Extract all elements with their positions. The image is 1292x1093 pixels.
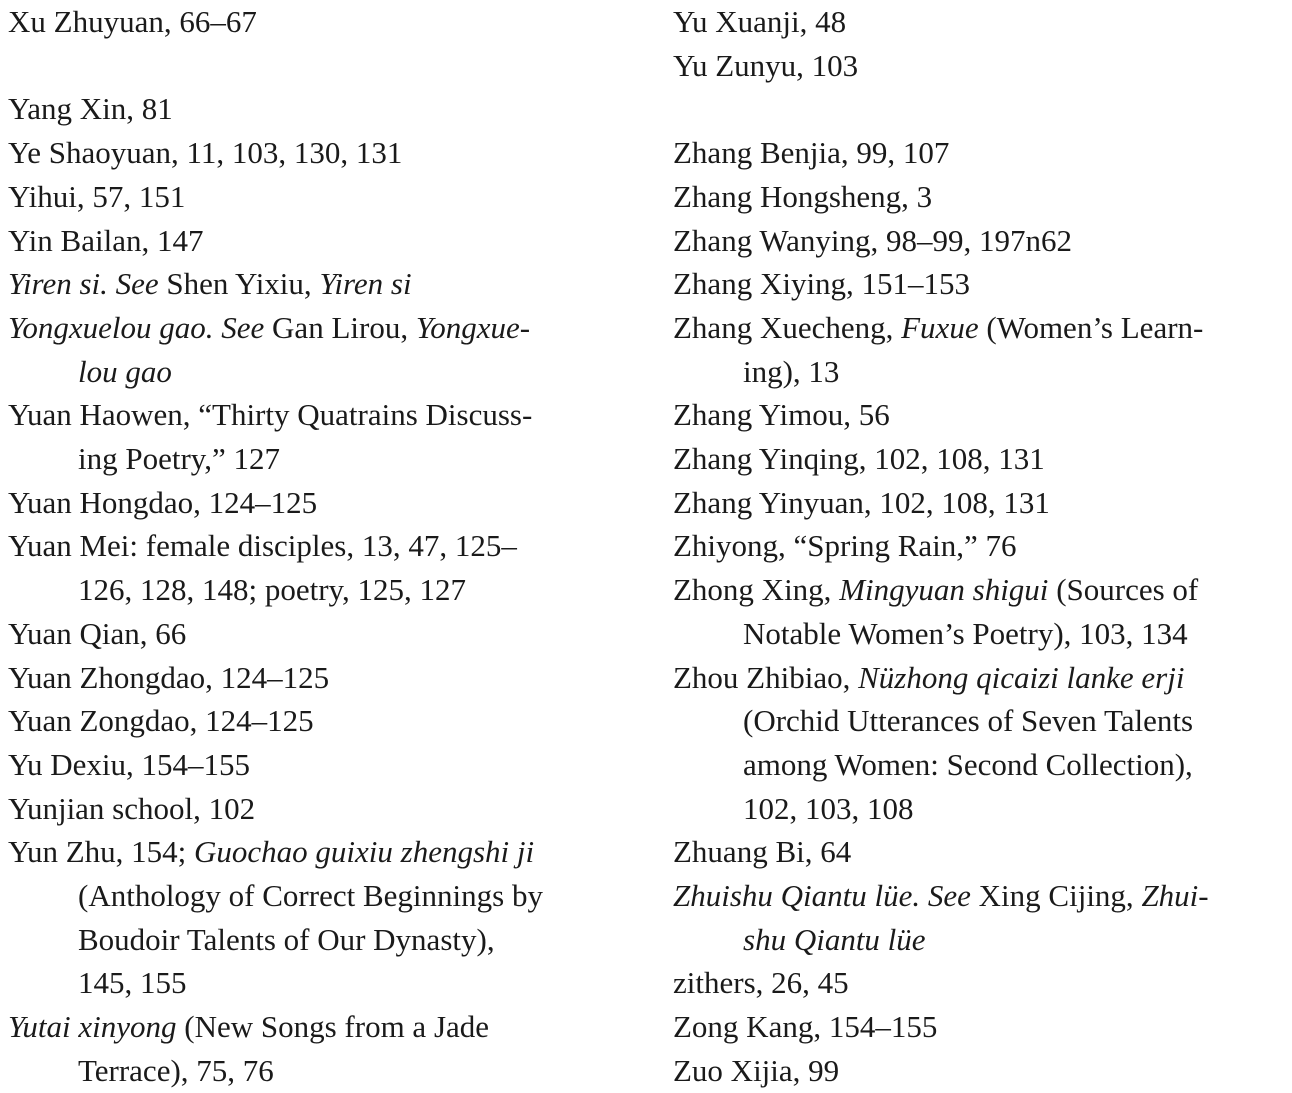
index-entry [673,306,1285,393]
index-entry-text: Notable Women’s Poetry), 103, 134 [743,615,1188,651]
index-entry-text: 102, 103, 108 [743,790,914,826]
index-entry [673,175,1285,219]
index-entry [8,219,648,263]
index-entry [8,524,648,611]
index-entry-text: Yuan Mei: female disciples, 13, 47, 125– [8,528,517,564]
index-entry-text: (Women’s Learn- [978,309,1204,345]
index-entry [673,568,1285,655]
index-entry-title-text: lou gao [78,353,172,389]
index-entry-text: Gan Lirou, [264,309,416,345]
index-entry-title-text: Yutai xinyong [8,1009,177,1045]
letter-group-gap [8,44,648,88]
index-entry [673,481,1285,525]
index-entry-text: Ye Shaoyuan, 11, 103, 130, 131 [8,135,403,171]
index-entry-text: Yu Dexiu, 154–155 [8,746,250,782]
index-entry-text: Zhou Zhibiao, [673,659,859,695]
index-entry [673,219,1285,263]
index-entry-text: Yuan Qian, 66 [8,615,187,651]
index-entry-text: (Orchid Utterances of Seven Talents [743,703,1194,739]
index-entry [673,437,1285,481]
index-entry-text: Zhang Benjia, 99, 107 [673,135,950,171]
index-entry-text: Xu Zhuyuan, 66–67 [8,4,257,39]
index-entry-text: Zhong Xing, [673,572,840,608]
index-entry-text: Zuo Xijia, 99 [673,1052,840,1088]
index-entry-title-text: Zhuishu Qiantu lüe. See [673,878,971,914]
index-entry-title-text: Nüzhong qicaizi lanke erji [858,659,1185,695]
index-entry [673,131,1285,175]
index-entry-text: Yu Xuanji, 48 [673,4,847,39]
index-entry [673,874,1285,961]
index-entry [8,656,648,700]
index-entry-text: (New Songs from a Jade [176,1009,490,1045]
index-entry-text: Zhiyong, “Spring Rain,” 76 [673,528,1017,564]
index-entry-text: (Anthology of Correct Beginnings by [78,878,543,914]
index-entry [8,830,648,1005]
index-entry [8,743,648,787]
index-entry [673,393,1285,437]
index-entry-title-text: Yiren si. See [8,266,159,302]
index-entry-text: 145, 155 [78,965,187,1001]
index-entry [673,262,1285,306]
index-entry [673,656,1285,831]
index-entry-text: 126, 128, 148; poetry, 125, 127 [78,572,467,608]
index-entry [673,1005,1285,1049]
index-entry-title-text: Yongxuelou gao. See [8,309,265,345]
index-entry-text: ing), 13 [743,353,840,389]
index-entry-text: Zhang Hongsheng, 3 [673,178,933,214]
index-entry-text: zithers, 26, 45 [673,965,849,1001]
index-entry-text: among Women: Second Collection), [743,746,1193,782]
index-entry [8,306,648,393]
index-entry-text: Boudoir Talents of Our Dynasty), [78,921,495,957]
index-entry-title-text: Yongxue- [415,309,531,345]
index-entry-text: Yuan Zongdao, 124–125 [8,703,314,739]
index-entry-title-text: Yiren si [319,266,412,302]
index-entry-title-text: Guochao guixiu zhengshi ji [194,834,535,870]
index-entry-text: Yuan Hongdao, 124–125 [8,484,318,520]
index-entry [8,612,648,656]
index-entry-text: Zhuang Bi, 64 [673,834,852,870]
index-entry-text: Zhang Xuecheng, [673,309,902,345]
index-entry [8,175,648,219]
index-entry-text: Yuan Haowen, “Thirty Quatrains Discuss- [8,397,533,433]
index-column-left [8,0,648,1093]
index-entry-text: Yihui, 57, 151 [8,178,186,214]
index-entry-text: Yin Bailan, 147 [8,222,204,258]
index-column-right [673,0,1285,1093]
letter-group-gap [673,87,1285,131]
index-entry [8,262,648,306]
index-entry-text: Zhang Wanying, 98–99, 197n62 [673,222,1073,258]
index-entry [8,1005,648,1092]
index-entry-text: Yun Zhu, 154; [8,834,194,870]
index-entry [673,961,1285,1005]
index-entry [673,1049,1285,1093]
index-entry [8,699,648,743]
index-entry-text: Shen Yixiu, [158,266,320,302]
index-entry [8,87,648,131]
index-entry-text: Xing Cijing, [970,878,1142,914]
index-entry [673,0,1285,44]
index-entry-text: Yuan Zhongdao, 124–125 [8,659,330,695]
index-entry-text: Yang Xin, 81 [8,91,173,127]
index-entry-text: Yunjian school, 102 [8,790,256,826]
index-entry [8,131,648,175]
index-entry-title-text: shu Qiantu lüe [743,921,926,957]
index-entry [8,481,648,525]
index-entry-text: Yu Zunyu, 103 [673,47,859,83]
index-entry-text: Zhang Xiying, 151–153 [673,266,971,302]
index-entry-text: Zhang Yinyuan, 102, 108, 131 [673,484,1050,520]
index-entry [673,524,1285,568]
index-entry-title-text: Mingyuan shigui [839,572,1049,608]
index-entry-text: Zong Kang, 154–155 [673,1009,938,1045]
index-entry [8,787,648,831]
index-entry [8,393,648,480]
index-entry-title-text: Zhui- [1141,878,1209,914]
index-entry-title-text: Fuxue [901,309,979,345]
index-entry-text: (Sources of [1048,572,1199,608]
index-entry-text: Zhang Yinqing, 102, 108, 131 [673,441,1045,477]
index-entry [673,44,1285,88]
index-entry-text: Zhang Yimou, 56 [673,397,890,433]
index-entry [8,0,648,44]
index-entry-text: ing Poetry,” 127 [78,441,281,477]
index-entry [673,830,1285,874]
index-entry-text: Terrace), 75, 76 [78,1052,274,1088]
